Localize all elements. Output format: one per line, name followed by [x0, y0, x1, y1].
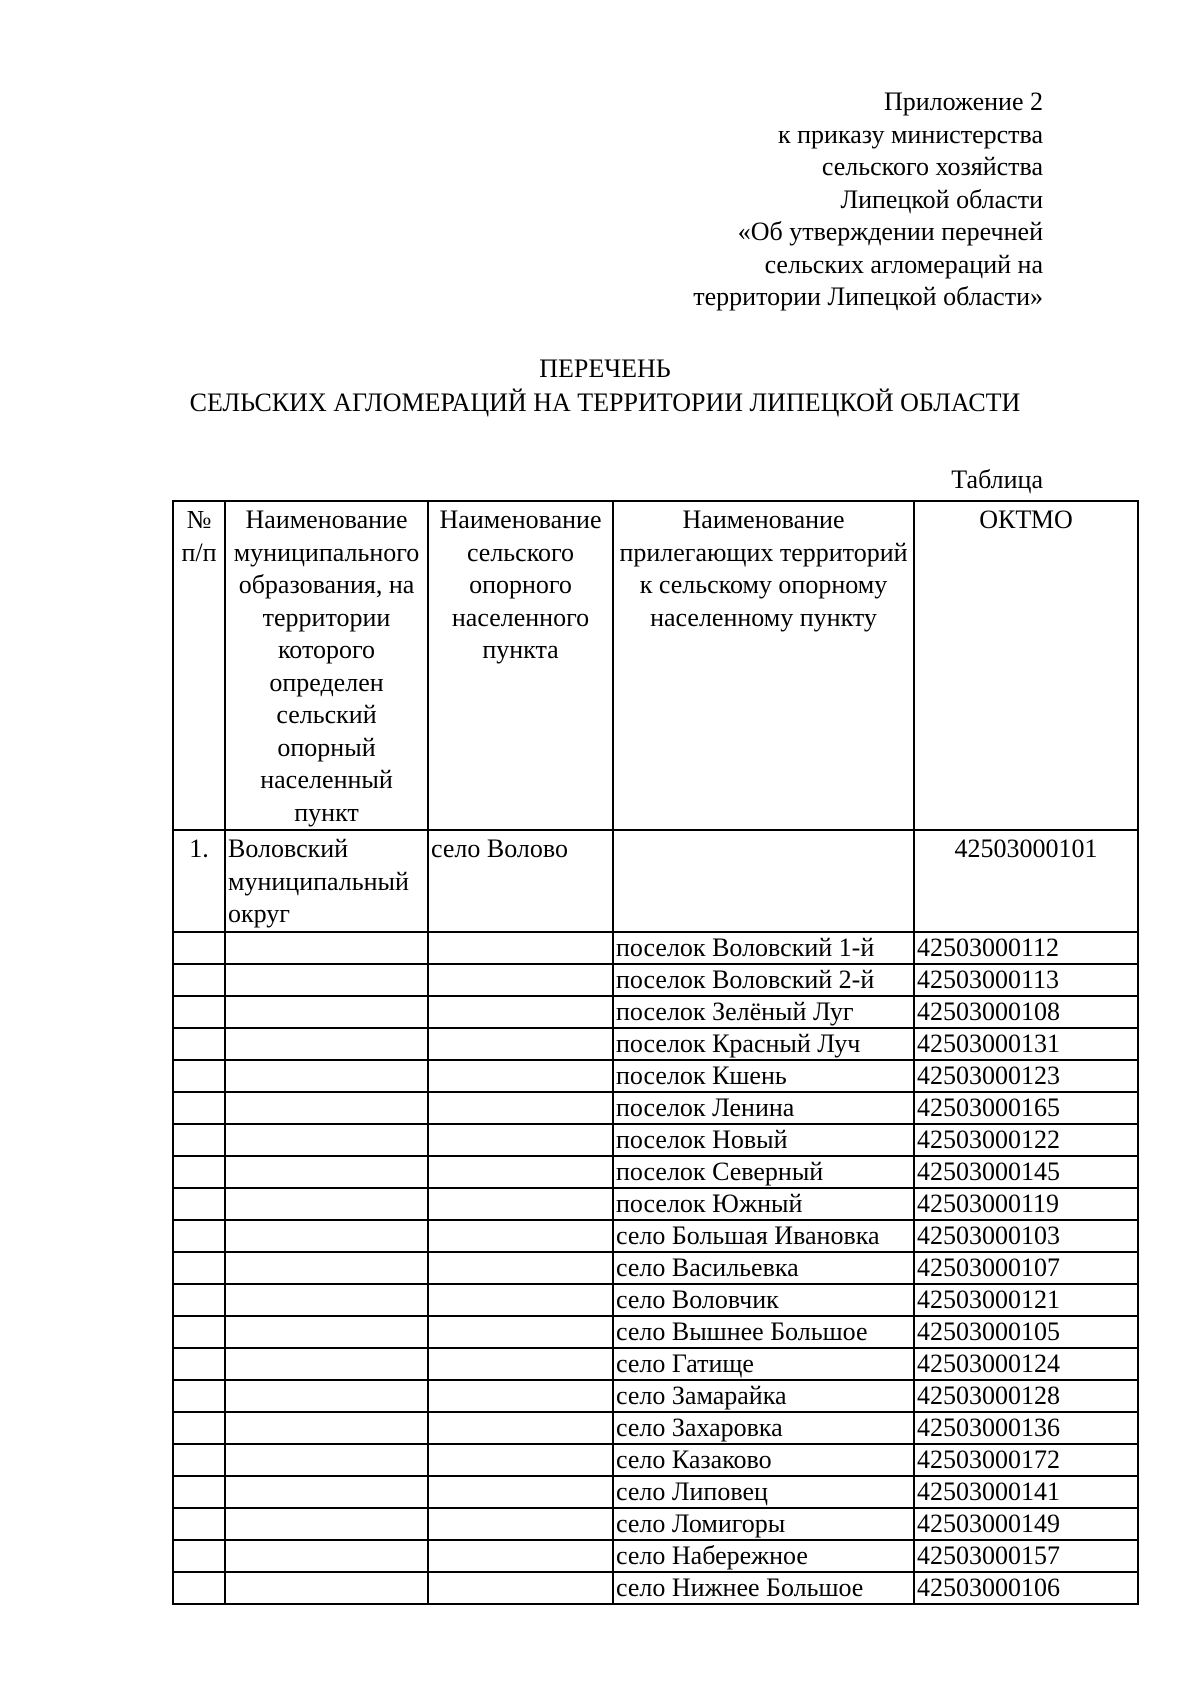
cell-num: [173, 1092, 225, 1124]
cell-num: [173, 1348, 225, 1380]
table-row: [173, 1540, 1138, 1572]
cell-num: 1.: [173, 830, 225, 932]
cell-support-point: [428, 1028, 613, 1060]
table-row: [173, 1444, 1138, 1476]
appendix-line: Приложение 2: [883, 87, 1043, 116]
header-municipality: Наименование муниципального образования, на территории которого определен сельский опорный населенный пункт: [225, 501, 428, 830]
document-title: [0, 352, 1200, 420]
table-header-row: [173, 501, 1138, 830]
header-num: № п/п: [173, 501, 225, 830]
cell-municipality: [225, 1060, 428, 1092]
table-row: [173, 1028, 1138, 1060]
cell-municipality: [225, 1220, 428, 1252]
cell-municipality: [225, 1444, 428, 1476]
cell-adjacent: село Захаровка: [613, 1412, 914, 1444]
cell-municipality: Воловский муниципальный округ: [225, 830, 428, 932]
cell-support-point: [428, 1188, 613, 1220]
table-row: [173, 1284, 1138, 1316]
cell-adjacent: село Вышнее Большое: [613, 1316, 914, 1348]
cell-num: [173, 1572, 225, 1604]
appendix-block: [693, 86, 1043, 314]
cell-adjacent: [613, 830, 914, 932]
cell-adjacent: село Набережное: [613, 1540, 914, 1572]
cell-municipality: [225, 1252, 428, 1284]
cell-municipality: [225, 1508, 428, 1540]
header-support-point: Наименование сельского опорного населенного пункта: [428, 501, 613, 830]
appendix-line: сельского хозяйства: [821, 152, 1043, 181]
cell-adjacent: поселок Воловский 1-й: [613, 932, 914, 964]
cell-adjacent: поселок Северный: [613, 1156, 914, 1188]
cell-support-point: [428, 1156, 613, 1188]
cell-municipality: [225, 1156, 428, 1188]
cell-oktmo: 42503000141: [914, 1476, 1138, 1508]
cell-support-point: [428, 1220, 613, 1252]
cell-municipality: [225, 1348, 428, 1380]
cell-adjacent: село Большая Ивановка: [613, 1220, 914, 1252]
table-row: [173, 1156, 1138, 1188]
cell-support-point: [428, 932, 613, 964]
table-row: [173, 932, 1138, 964]
cell-oktmo: 42503000123: [914, 1060, 1138, 1092]
cell-support-point: [428, 996, 613, 1028]
cell-num: [173, 1540, 225, 1572]
cell-oktmo: 42503000157: [914, 1540, 1138, 1572]
table-caption: Таблица: [951, 465, 1043, 494]
cell-num: [173, 964, 225, 996]
appendix-line: «Об утверждении перечней: [737, 217, 1043, 246]
cell-adjacent: поселок Южный: [613, 1188, 914, 1220]
cell-adjacent: село Замарайка: [613, 1380, 914, 1412]
cell-municipality: [225, 1476, 428, 1508]
cell-num: [173, 1284, 225, 1316]
cell-oktmo: 42503000124: [914, 1348, 1138, 1380]
cell-support-point: [428, 1092, 613, 1124]
cell-adjacent: поселок Зелёный Луг: [613, 996, 914, 1028]
cell-oktmo: 42503000131: [914, 1028, 1138, 1060]
table-row: [173, 1124, 1138, 1156]
cell-num: [173, 1412, 225, 1444]
cell-municipality: [225, 1380, 428, 1412]
cell-support-point: [428, 1316, 613, 1348]
appendix-line: территории Липецкой области»: [693, 282, 1043, 311]
cell-oktmo: 42503000105: [914, 1316, 1138, 1348]
cell-support-point: [428, 1252, 613, 1284]
table-row: [173, 996, 1138, 1028]
cell-support-point: [428, 1444, 613, 1476]
cell-adjacent: село Липовец: [613, 1476, 914, 1508]
cell-num: [173, 1060, 225, 1092]
cell-oktmo: 42503000113: [914, 964, 1138, 996]
cell-support-point: [428, 1508, 613, 1540]
cell-oktmo: 42503000136: [914, 1412, 1138, 1444]
cell-oktmo: 42503000119: [914, 1188, 1138, 1220]
cell-oktmo: 42503000112: [914, 932, 1138, 964]
cell-municipality: [225, 1284, 428, 1316]
table-row: [173, 1412, 1138, 1444]
cell-adjacent: село Васильевка: [613, 1252, 914, 1284]
cell-support-point: [428, 1124, 613, 1156]
cell-num: [173, 1508, 225, 1540]
cell-num: [173, 1028, 225, 1060]
table-row: [173, 1316, 1138, 1348]
cell-num: [173, 1444, 225, 1476]
cell-adjacent: поселок Воловский 2-й: [613, 964, 914, 996]
cell-municipality: [225, 964, 428, 996]
cell-oktmo: 42503000165: [914, 1092, 1138, 1124]
cell-adjacent: поселок Новый: [613, 1124, 914, 1156]
cell-adjacent: село Казаково: [613, 1444, 914, 1476]
cell-oktmo: 42503000149: [914, 1508, 1138, 1540]
cell-oktmo: 42503000101: [914, 830, 1138, 932]
cell-municipality: [225, 1124, 428, 1156]
cell-adjacent: село Нижнее Большое: [613, 1572, 914, 1604]
cell-support-point: [428, 1412, 613, 1444]
cell-oktmo: 42503000172: [914, 1444, 1138, 1476]
header-adjacent: Наименование прилегающих территорий к сельскому опорному населенному пункту: [613, 501, 914, 830]
cell-support-point: [428, 1380, 613, 1412]
cell-oktmo: 42503000121: [914, 1284, 1138, 1316]
table-row: [173, 1348, 1138, 1380]
cell-support-point: [428, 1540, 613, 1572]
cell-adjacent: село Гатище: [613, 1348, 914, 1380]
table-row: [173, 1508, 1138, 1540]
title-line-2: СЕЛЬСКИХ АГЛОМЕРАЦИЙ НА ТЕРРИТОРИИ ЛИПЕЦКОЙ ОБЛАСТИ: [189, 388, 1021, 417]
cell-support-point: [428, 1060, 613, 1092]
cell-oktmo: 42503000122: [914, 1124, 1138, 1156]
cell-num: [173, 1316, 225, 1348]
cell-municipality: [225, 1572, 428, 1604]
cell-adjacent: поселок Кшень: [613, 1060, 914, 1092]
cell-num: [173, 1252, 225, 1284]
table-row: [173, 1380, 1138, 1412]
cell-support-point: [428, 1348, 613, 1380]
cell-oktmo: 42503000145: [914, 1156, 1138, 1188]
cell-support-point: село Волово: [428, 830, 613, 932]
cell-num: [173, 1476, 225, 1508]
cell-municipality: [225, 1028, 428, 1060]
cell-municipality: [225, 932, 428, 964]
cell-oktmo: 42503000107: [914, 1252, 1138, 1284]
table-row: [173, 1060, 1138, 1092]
cell-municipality: [225, 1316, 428, 1348]
cell-adjacent: село Ломигоры: [613, 1508, 914, 1540]
cell-support-point: [428, 1284, 613, 1316]
cell-adjacent: село Воловчик: [613, 1284, 914, 1316]
cell-oktmo: 42503000128: [914, 1380, 1138, 1412]
cell-oktmo: 42503000108: [914, 996, 1138, 1028]
cell-num: [173, 1156, 225, 1188]
cell-municipality: [225, 1092, 428, 1124]
cell-oktmo: 42503000103: [914, 1220, 1138, 1252]
cell-municipality: [225, 1188, 428, 1220]
appendix-line: Липецкой области: [840, 184, 1043, 214]
cell-num: [173, 1188, 225, 1220]
title-line-1: ПЕРЕЧЕНЬ: [539, 354, 671, 383]
cell-oktmo: 42503000106: [914, 1572, 1138, 1604]
appendix-line: сельских агломераций на: [764, 249, 1043, 279]
appendix-line: к приказу министерства: [778, 119, 1043, 149]
table-row: [173, 1252, 1138, 1284]
table-row: [173, 830, 1138, 932]
table-row: [173, 1092, 1138, 1124]
table-row: [173, 964, 1138, 996]
table-row: [173, 1572, 1138, 1604]
cell-adjacent: поселок Красный Луч: [613, 1028, 914, 1060]
cell-support-point: [428, 1476, 613, 1508]
cell-adjacent: поселок Ленина: [613, 1092, 914, 1124]
cell-num: [173, 1124, 225, 1156]
cell-municipality: [225, 1412, 428, 1444]
cell-num: [173, 996, 225, 1028]
cell-num: [173, 932, 225, 964]
cell-municipality: [225, 1540, 428, 1572]
cell-num: [173, 1220, 225, 1252]
cell-support-point: [428, 1572, 613, 1604]
table-row: [173, 1188, 1138, 1220]
header-oktmo: ОКТМО: [914, 501, 1138, 830]
cell-support-point: [428, 964, 613, 996]
table-row: [173, 1476, 1138, 1508]
agglomeration-table: [172, 500, 1139, 1605]
table-row: [173, 1220, 1138, 1252]
cell-municipality: [225, 996, 428, 1028]
cell-num: [173, 1380, 225, 1412]
